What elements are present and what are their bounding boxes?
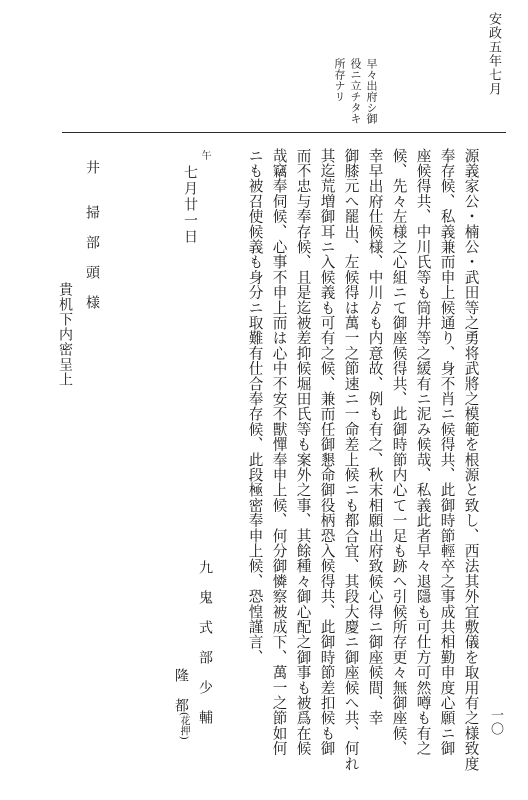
body-line-9: 哉竊奉伺候、心事不申上而は心中不安不獸憚奉申上候、何分御憐察被成下、萬一之節如何 — [270, 148, 288, 756]
year-mark: 午 — [199, 150, 210, 160]
body-line-2: 奉存候、私義兼而申上候通り、身不肖ニ候得共、此御時節輕卒之事成共相勤申度心願ニ御 — [438, 148, 456, 756]
body-line-10: ニも被召使候義も身分ニ取難有仕合奉存候、此段極密奉申上候、恐惶謹言、 — [246, 148, 264, 665]
letter-date: 七月廿一日 — [182, 165, 198, 245]
body-line-6: 御膝元へ罷出、左候得は萬一之節速ニ一命差上候ニも都合宜、其段大慶ニ御座候へ共、何れ — [342, 148, 360, 772]
margin-note-line-1: 早々出府シ御 — [365, 58, 378, 124]
header-rule — [62, 132, 506, 133]
margin-note-line-3: 所存ナリ — [333, 58, 346, 102]
body-line-1: 源義家公・楠公・武田等之勇将武將之模範を根源と致し、西法其外宜敷儀を取用有之様致度 — [462, 148, 480, 772]
body-line-4: 候、先々左様之心組ニて御座候得共、此御時節内心て一足も跡へ引候所存更々無御座候、 — [390, 148, 408, 756]
margin-note-line-2: 役ニ立チタキ — [349, 58, 362, 124]
body-line-5: 幸早出府仕候様、中川ゟも内意故、例も有之、秋末相願出府致候心得ニ御座候間、幸 — [366, 148, 384, 726]
page-number: 一〇 — [488, 708, 503, 736]
seal-note: (花押) — [178, 712, 189, 740]
running-header-era: 安政五年七月 — [486, 12, 501, 96]
body-line-3: 座候得共、中川氏等も筒井等之緩有ニ泥み候哉、私義此者早々退隱も可仕方可然噂も有之 — [414, 148, 432, 756]
sender-given-name: 隆 都 — [173, 668, 189, 713]
delivery-note: 貴机下内密呈上 — [57, 282, 73, 387]
sender-name: 九 鬼 式 部 少 輔 — [197, 560, 213, 725]
addressee-title: 掃 部 頭 様 — [84, 205, 100, 310]
addressee-surname: 井 — [84, 160, 100, 174]
body-line-7: 其迄荒増御耳ニ入候義も可有之候、兼而任御懇命御役柄恐入候得共、此御時節差扣候も御 — [318, 148, 336, 756]
body-line-8: 而不忠与奉存候、且是迄被差抑候堀田氏等も案外之事、其餘種々御心配之御事も被爲在候 — [294, 148, 312, 756]
